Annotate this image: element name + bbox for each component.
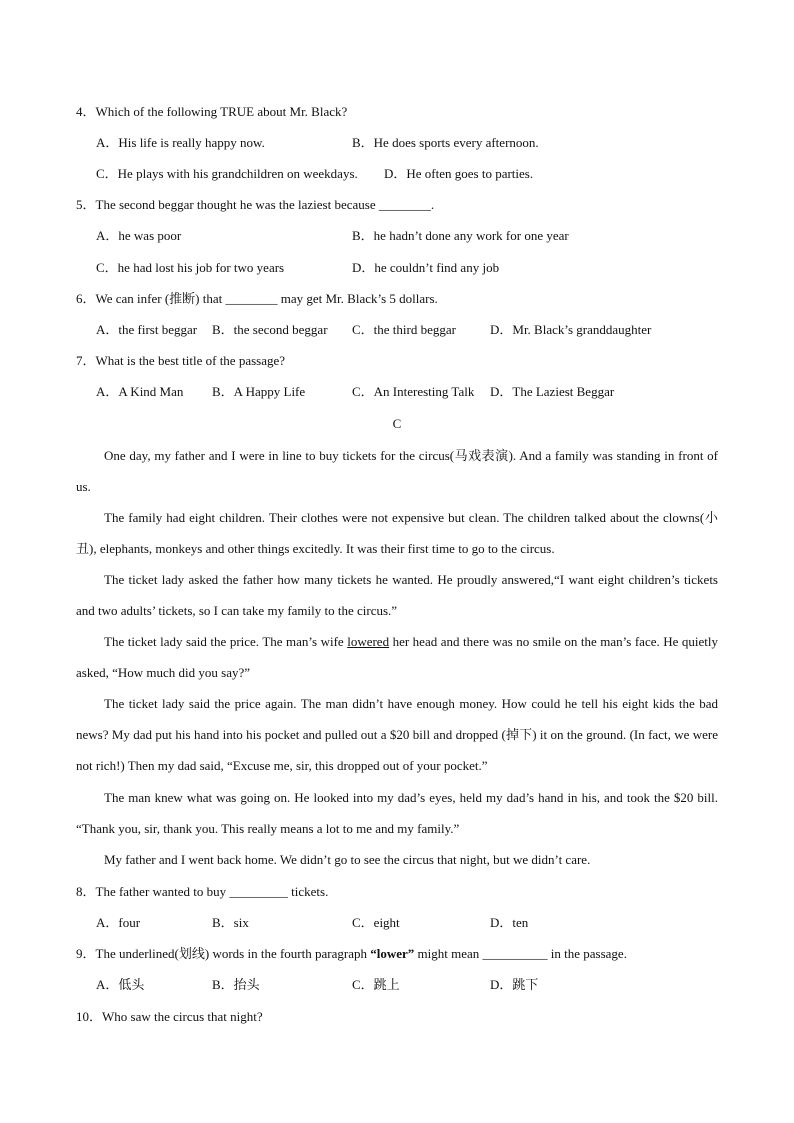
question-7-option-d: D．The Laziest Beggar: [490, 384, 615, 399]
question-7-option-b: B．A Happy Life: [212, 384, 306, 399]
question-8-stem: 8．The father wanted to buy _________ tickets.: [76, 884, 329, 899]
question-5-option-d: D．he couldn’t find any job: [352, 260, 500, 275]
passage-paragraph-5: The ticket lady said the price again. The man didn’t have enough money. How could he tell his eight kids the bad news? My dad put his hand into his pocket and pulled out a $20 bill and dropped (掉下) it on the ground. (In fact, we were not rich!) Then my dad said, “Excuse me, sir, this dropped out of your pocket.”: [76, 696, 718, 773]
question-8-option-d: D．ten: [490, 915, 529, 930]
question-7-stem: 7．What is the best title of the passage?: [76, 353, 286, 368]
underlined-word-lowered: lowered: [347, 634, 390, 649]
question-7-option-a: A．A Kind Man: [96, 384, 184, 399]
p4-text-after: her head and there was no smile on the man’s face. He quietly asked, “How much did you say?”: [76, 634, 719, 680]
question-10-stem: 10．Who saw the circus that night?: [76, 1009, 263, 1024]
question-8-option-c: C．eight: [352, 915, 400, 930]
q9-stem-after: might mean __________ in the passage.: [414, 946, 627, 961]
question-6-stem: 6．We can infer (推断) that ________ may get Mr. Black’s 5 dollars.: [76, 291, 438, 306]
question-7-option-c: C．An Interesting Talk: [352, 384, 475, 399]
question-4-stem: 4．Which of the following TRUE about Mr. Black?: [76, 104, 348, 119]
passage-paragraph-3: The ticket lady asked the father how many tickets he wanted. He proudly answered,“I want eight children’s tickets and two adults’ tickets, so I can take my family to the circus.”: [76, 572, 718, 618]
question-8-option-b: B．six: [212, 915, 249, 930]
question-9-option-d: D．跳下: [490, 977, 539, 992]
passage-paragraph-7: My father and I went back home. We didn’t go to see the circus that night, but we didn’t care.: [104, 852, 591, 867]
passage-paragraph-6: The man knew what was going on. He looked into my dad’s eyes, held my dad’s hand in his, and took the $20 bill. “Thank you, sir, thank you. This really means a lot to me and my family.”: [76, 790, 718, 836]
question-6-option-d: D．Mr. Black’s granddaughter: [490, 322, 652, 337]
question-4-option-c: C．He plays with his grandchildren on weekdays.: [96, 166, 358, 181]
question-5-option-c: C．he had lost his job for two years: [96, 260, 285, 275]
question-8-option-a: A．four: [96, 915, 141, 930]
passage-paragraph-4: [76, 626, 718, 688]
section-label: C: [392, 416, 402, 431]
passage-paragraph-2: The family had eight children. Their clothes were not expensive but clean. The children talked about the clowns(小丑), elephants, monkeys and other things excitedly. It was their first time to go to the circus.: [76, 510, 718, 556]
q9-stem-before: 9．The underlined(划线) words in the fourth paragraph: [76, 946, 371, 961]
question-5-stem: 5．The second beggar thought he was the laziest because ________.: [76, 197, 435, 212]
question-9-option-b: B．抬头: [212, 977, 260, 992]
q9-stem-bold: “lower”: [370, 946, 415, 961]
p4-text-before: The ticket lady said the price. The man’s wife: [104, 634, 348, 649]
question-4-option-a: A．His life is really happy now.: [96, 135, 265, 150]
question-9-option-c: C．跳上: [352, 977, 400, 992]
question-9-option-a: A．低头: [96, 977, 145, 992]
question-4-option-b: B．He does sports every afternoon.: [352, 135, 539, 150]
passage-paragraph-1: One day, my father and I were in line to buy tickets for the circus(马戏表演). And a family was standing in front of us.: [76, 448, 718, 494]
question-5-option-b: B．he hadn’t done any work for one year: [352, 228, 569, 243]
question-6-option-a: A．the first beggar: [96, 322, 198, 337]
question-6-option-b: B．the second beggar: [212, 322, 328, 337]
question-9-stem: [76, 946, 627, 962]
question-6-option-c: C．the third beggar: [352, 322, 456, 337]
question-4-option-d: D．He often goes to parties.: [384, 166, 534, 181]
question-5-option-a: A．he was poor: [96, 228, 182, 243]
